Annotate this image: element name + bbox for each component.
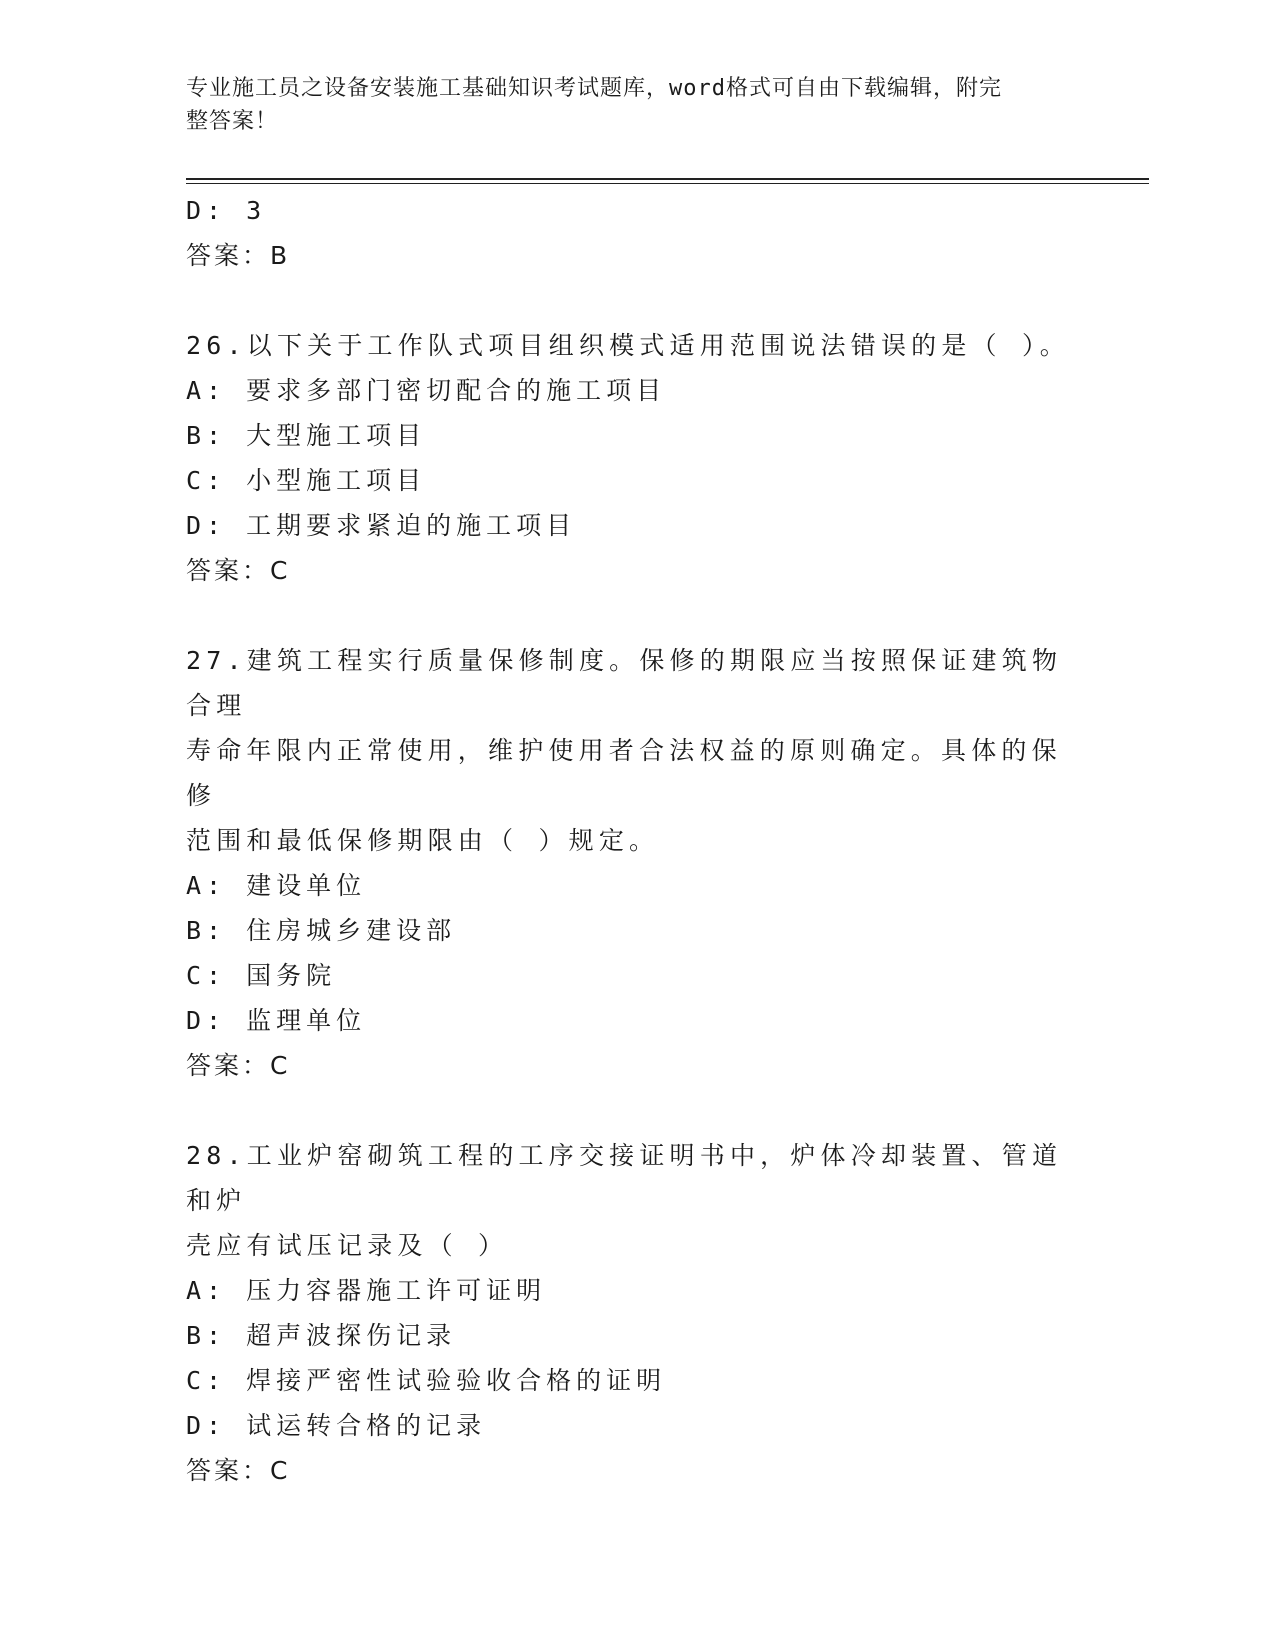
previous-option-d: D: 3 <box>186 196 267 225</box>
spacer <box>186 1088 1086 1133</box>
option-d: D: 工期要求紧迫的施工项目 <box>186 511 577 540</box>
question-text-line: 28.工业炉窑砌筑工程的工序交接证明书中，炉体冷却装置、管道和炉 <box>186 1141 1063 1215</box>
question-text-line: 寿命年限内正常使用，维护使用者合法权益的原则确定。具体的保修 <box>186 736 1062 810</box>
header-line-2: 整答案！ <box>186 109 279 134</box>
question-27 <box>186 638 1086 1088</box>
option-a: A: 要求多部门密切配合的施工项目 <box>186 376 667 405</box>
header-line-1: 专业施工员之设备安装施工基础知识考试题库，word格式可自由下载编辑，附完 <box>186 76 1002 101</box>
option-a: A: 建设单位 <box>186 871 367 900</box>
answer: 答案：C <box>186 1456 291 1485</box>
option-b: B: 超声波探伤记录 <box>186 1321 457 1350</box>
spacer <box>186 593 1086 638</box>
question-text-line: 壳应有试压记录及（ ） <box>186 1231 509 1260</box>
previous-answer: 答案：B <box>186 241 291 270</box>
question-text-line: 27.建筑工程实行质量保修制度。保修的期限应当按照保证建筑物合理 <box>186 646 1063 720</box>
answer: 答案：C <box>186 1051 291 1080</box>
document-header <box>186 72 1066 138</box>
option-d: D: 监理单位 <box>186 1006 367 1035</box>
question-26 <box>186 323 1086 593</box>
question-text-line: 范围和最低保修期限由（ ）规定。 <box>186 826 660 855</box>
option-c: C: 小型施工项目 <box>186 466 427 495</box>
question-content <box>186 188 1086 1493</box>
spacer <box>186 278 1086 323</box>
question-text-line: 26.以下关于工作队式项目组织模式适用范围说法错误的是（ ）。 <box>186 331 1070 360</box>
option-a: A: 压力容器施工许可证明 <box>186 1276 547 1305</box>
option-c: C: 国务院 <box>186 961 337 990</box>
option-d: D: 试运转合格的记录 <box>186 1411 487 1440</box>
option-c: C: 焊接严密性试验验收合格的证明 <box>186 1366 667 1395</box>
header-rule-thick <box>186 178 1149 180</box>
option-b: B: 住房城乡建设部 <box>186 916 457 945</box>
answer: 答案：C <box>186 556 291 585</box>
question-28 <box>186 1133 1086 1493</box>
header-rule-thin <box>186 183 1149 184</box>
option-b: B: 大型施工项目 <box>186 421 427 450</box>
